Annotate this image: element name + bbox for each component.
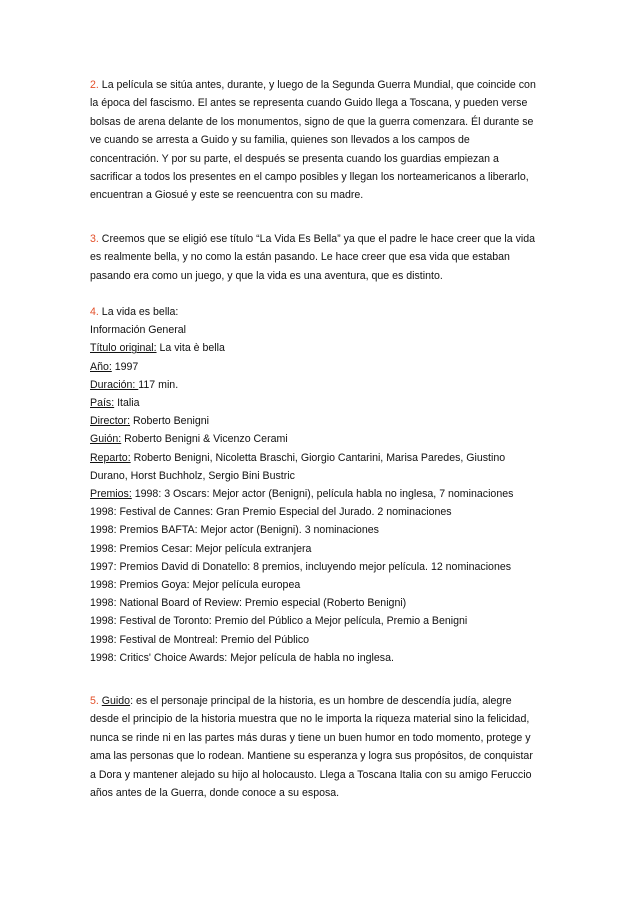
- premio-item: 1998: Premios Cesar: Mejor película extranjera: [90, 542, 312, 555]
- premio-item: 1998: Festival de Cannes: Gran Premio Especial del Jurado. 2 nominaciones: [90, 506, 452, 519]
- premio-item: 1998: Premios Goya: Mejor película europea: [90, 579, 301, 592]
- titulo-original: Título original: La vita è bella: [90, 342, 225, 355]
- paragraph-line: nunca se rinde ni en las partes más duras y tiene un buen humor en todo momento, protege y: [90, 731, 531, 744]
- pais: País: Italia: [90, 397, 140, 410]
- section-2: [90, 76, 560, 205]
- section-3-line-1: 3. Creemos que se eligió ese título “La Vida Es Bella” ya que el padre le hace creer que la vida: [90, 233, 536, 245]
- reparto-continued: Durano, Horst Buchholz, Sergio Bini Bustric: [90, 469, 295, 482]
- anio: Año: 1997: [90, 360, 139, 373]
- section-4: [90, 303, 560, 667]
- section-number: 4.: [90, 306, 99, 318]
- paragraph-line: sacrificar a todos los presentes en el campo posibles y llegan los norteamericanos a liberarlo,: [90, 171, 529, 184]
- field-label: País:: [90, 397, 115, 410]
- paragraph-line: años antes de la Guerra, donde conoce a su esposa.: [90, 787, 340, 800]
- premio-item: 1998: Critics' Choice Awards: Mejor película de habla no inglesa.: [90, 651, 394, 664]
- field-label: Reparto:: [90, 451, 131, 464]
- premio-item: 1998: Festival de Montreal: Premio del Público: [90, 633, 310, 646]
- reparto: Reparto: Roberto Benigni, Nicoletta Braschi, Giorgio Cantarini, Marisa Paredes, Giustino: [90, 451, 506, 464]
- field-label: Premios:: [90, 488, 132, 501]
- guido-label: Guido: [101, 695, 131, 707]
- field-label: Título original:: [90, 342, 157, 355]
- premio-item: 1998: National Board of Review: Premio especial (Roberto Benigni): [90, 597, 407, 610]
- paragraph-line: ama las personas que lo rodean. Mantiene su esperanza y logra sus propósitos, de conquistar: [90, 750, 533, 763]
- duracion: Duración: 117 min.: [90, 378, 179, 391]
- premios: Premios: 1998: 3 Oscars: Mejor actor (Benigni), película habla no inglesa, 7 nominaciones: [90, 488, 514, 501]
- director: Director: Roberto Benigni: [90, 415, 209, 428]
- section-5: [90, 692, 560, 802]
- paragraph-line: encuentran a Giosué y este se reencuentra con su madre.: [90, 189, 364, 202]
- section-2-line-1: 2. La película se sitúa antes, durante, y luego de la Segunda Guerra Mundial, que coincide con: [90, 79, 536, 91]
- paragraph-line: desde el principio de la historia muestra que no le importa la riqueza material sino la felicidad,: [90, 713, 530, 726]
- premio-item: 1998: Premios BAFTA: Mejor actor (Benigni). 3 nominaciones: [90, 524, 379, 537]
- paragraph-line: ve cuando se arresta a Guido y su familia, quienes son llevados a los campos de: [90, 134, 470, 147]
- section-number: 5.: [90, 695, 99, 707]
- premio-item: 1998: Festival de Toronto: Premio del Público a Mejor película, Premio a Benigni: [90, 615, 468, 628]
- field-label: Año:: [90, 360, 112, 373]
- paragraph-line: a Dora y mantener alejado su hijo al holocausto. Llega a Toscana Italia con su amigo Feruccio: [90, 768, 532, 781]
- premio-item: 1997: Premios David di Donatello: 8 premios, incluyendo mejor película. 12 nominaciones: [90, 560, 512, 573]
- guion: Guión: Roberto Benigni & Vicenzo Cerami: [90, 433, 288, 446]
- paragraph-line: pasando era como un juego, y que la vida es una aventura, que es distinto.: [90, 269, 443, 282]
- section-number: 3.: [90, 233, 99, 245]
- section-5-line-1: 5. Guido: es el personaje principal de la historia, es un hombre de descendía judía, alegre: [90, 695, 512, 707]
- paragraph-line: concentración. Y por su parte, el después se presenta cuando los guardias empiezan a: [90, 152, 499, 165]
- info-general: Información General: [90, 324, 186, 337]
- paragraph-line: bolsas de arena delante de los monumentos, signo de que la guerra comenzara. Él durante se: [90, 115, 534, 128]
- paragraph-line: la época del fascismo. El antes se representa cuando Guido llega a Toscana, y pueden verse: [90, 97, 528, 110]
- field-label: Duración:: [90, 378, 139, 391]
- section-number: 2.: [90, 79, 99, 91]
- field-label: Director:: [90, 415, 131, 428]
- field-label: Guión:: [90, 433, 122, 446]
- section-3: [90, 230, 560, 285]
- paragraph-line: es realmente bella, y no como la están pasando. Le hace creer que esa vida que estaban: [90, 251, 510, 264]
- section-4-heading: 4. La vida es bella:: [90, 306, 179, 318]
